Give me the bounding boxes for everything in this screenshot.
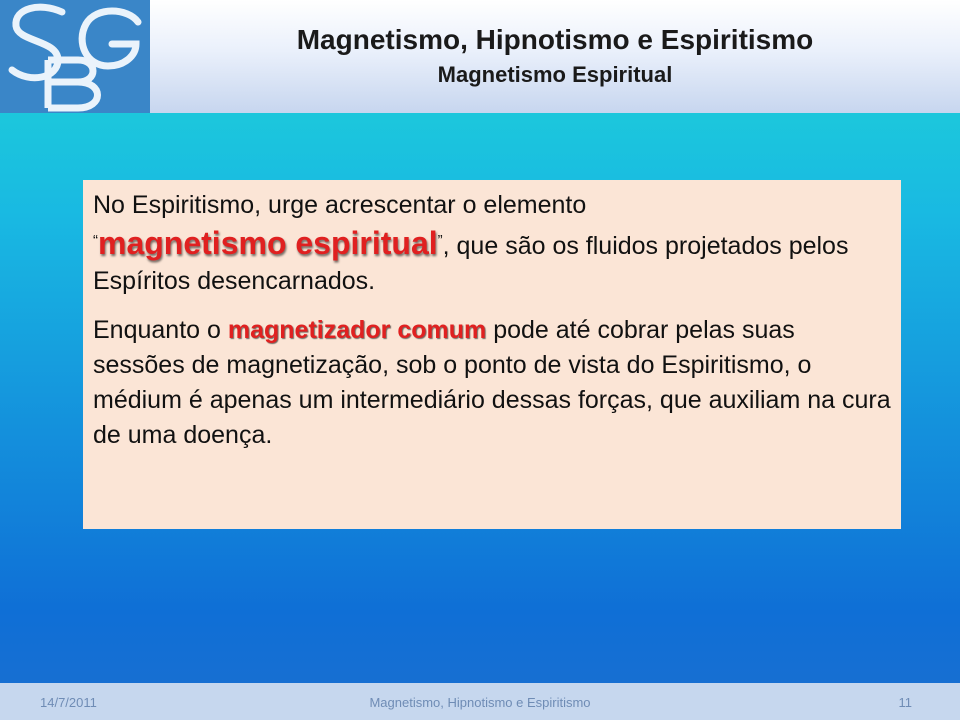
paragraph-1-text-before: No Espiritismo, urge acrescentar o elemento [93, 191, 587, 219]
paragraph-1 [93, 188, 891, 299]
paragraph-1-text-after: , que são os fluidos projetados pelos Espíritos desencarnados. [93, 232, 849, 295]
paragraph-2 [93, 313, 891, 453]
paragraph-2-text-after: pode até cobrar pelas suas sessões de magnetização, sob o ponto de vista do Espiritismo, o médium é apenas um intermediário dessas forças, que auxiliam na cura de uma doença. [93, 316, 891, 449]
highlight-magnetizador-comum: magnetizador comum [227, 316, 487, 344]
highlight-magnetismo-espiritual: magnetismo espiritual [98, 225, 438, 261]
open-quote: “ [93, 232, 98, 249]
page-number: 11 [898, 695, 912, 710]
close-quote: ” [437, 232, 443, 249]
paragraph-2-text-before: Enquanto o [93, 316, 221, 344]
footer-title: Magnetismo, Hipnotismo e Espiritismo [369, 695, 591, 710]
slide-title: Magnetismo, Hipnotismo e Espiritismo [296, 24, 814, 55]
sbg-logo-graphic [0, 0, 150, 113]
content-box [83, 180, 901, 529]
slide-subtitle: Magnetismo Espiritual [437, 62, 673, 87]
sbg-logo [0, 0, 150, 113]
footer-date: 14/7/2011 [40, 695, 97, 710]
slide-footer [0, 683, 960, 720]
slide-header [0, 0, 960, 113]
